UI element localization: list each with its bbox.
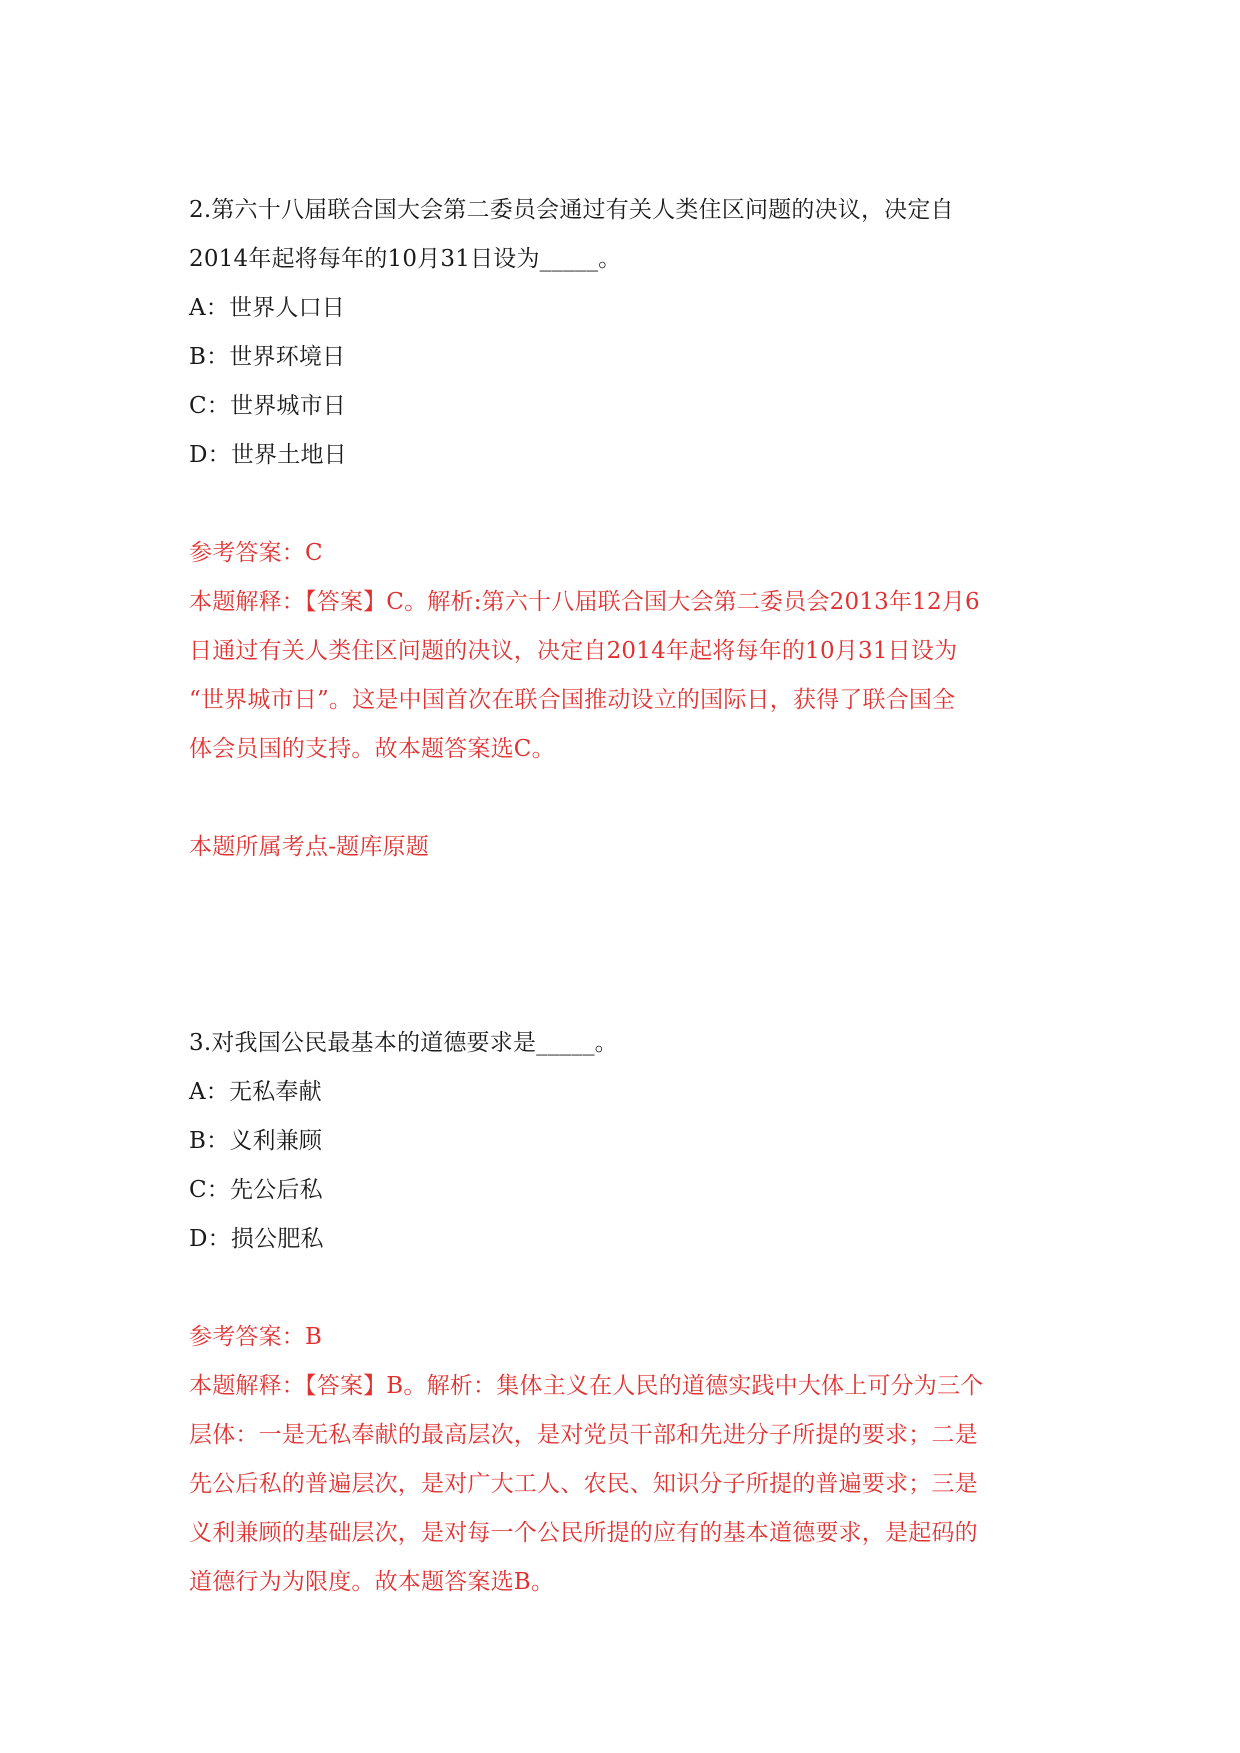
option-a: A：世界人口日 bbox=[189, 295, 346, 321]
question-stem-line: 2014年起将每年的10月31日设为_____。 bbox=[189, 246, 622, 272]
explanation-line: 先公后私的普遍层次，是对广大工人、农民、知识分子所提的普遍要求；三是 bbox=[189, 1471, 978, 1497]
question-stem-line: 3.对我国公民最基本的道德要求是_____。 bbox=[189, 1030, 618, 1056]
spacer bbox=[189, 480, 1069, 529]
option-b: B：义利兼顾 bbox=[189, 1128, 323, 1154]
option-b: B：世界环境日 bbox=[189, 344, 346, 370]
explanation-line: 日通过有关人类住区问题的决议，决定自2014年起将每年的10月31日设为 bbox=[189, 638, 958, 664]
exam-page bbox=[189, 186, 1069, 1607]
explanation-line: 义利兼顾的基础层次，是对每一个公民所提的应有的基本道德要求，是起码的 bbox=[189, 1520, 978, 1546]
option-c: C：先公后私 bbox=[189, 1177, 323, 1203]
question-block-2 bbox=[189, 186, 1069, 872]
question-source: 本题所属考点-题库原题 bbox=[189, 834, 429, 860]
spacer bbox=[189, 774, 1069, 823]
explanation-line: 本题解释：【答案】B。解析：集体主义在人民的道德实践中大体上可分为三个 bbox=[189, 1373, 984, 1399]
option-a: A：无私奉献 bbox=[189, 1079, 322, 1105]
explanation-line: 层体：一是无私奉献的最高层次，是对党员干部和先进分子所提的要求；二是 bbox=[189, 1422, 978, 1448]
spacer bbox=[189, 872, 1069, 1019]
explanation-line: 本题解释：【答案】C。解析:第六十八届联合国大会第二委员会2013年12月6 bbox=[189, 589, 980, 615]
explanation-line: 体会员国的支持。故本题答案选C。 bbox=[189, 736, 555, 762]
reference-answer: 参考答案：C bbox=[189, 540, 323, 566]
explanation-line: “世界城市日”。这是中国首次在联合国推动设立的国际日，获得了联合国全 bbox=[189, 687, 956, 713]
option-d: D：世界土地日 bbox=[189, 442, 347, 468]
spacer bbox=[189, 1264, 1069, 1313]
question-block-3 bbox=[189, 1019, 1069, 1607]
option-c: C：世界城市日 bbox=[189, 393, 346, 419]
option-d: D：损公肥私 bbox=[189, 1226, 324, 1252]
reference-answer: 参考答案：B bbox=[189, 1324, 323, 1350]
question-stem-line: 2.第六十八届联合国大会第二委员会通过有关人类住区问题的决议，决定自 bbox=[189, 197, 954, 223]
explanation-line: 道德行为为限度。故本题答案选B。 bbox=[189, 1569, 555, 1595]
